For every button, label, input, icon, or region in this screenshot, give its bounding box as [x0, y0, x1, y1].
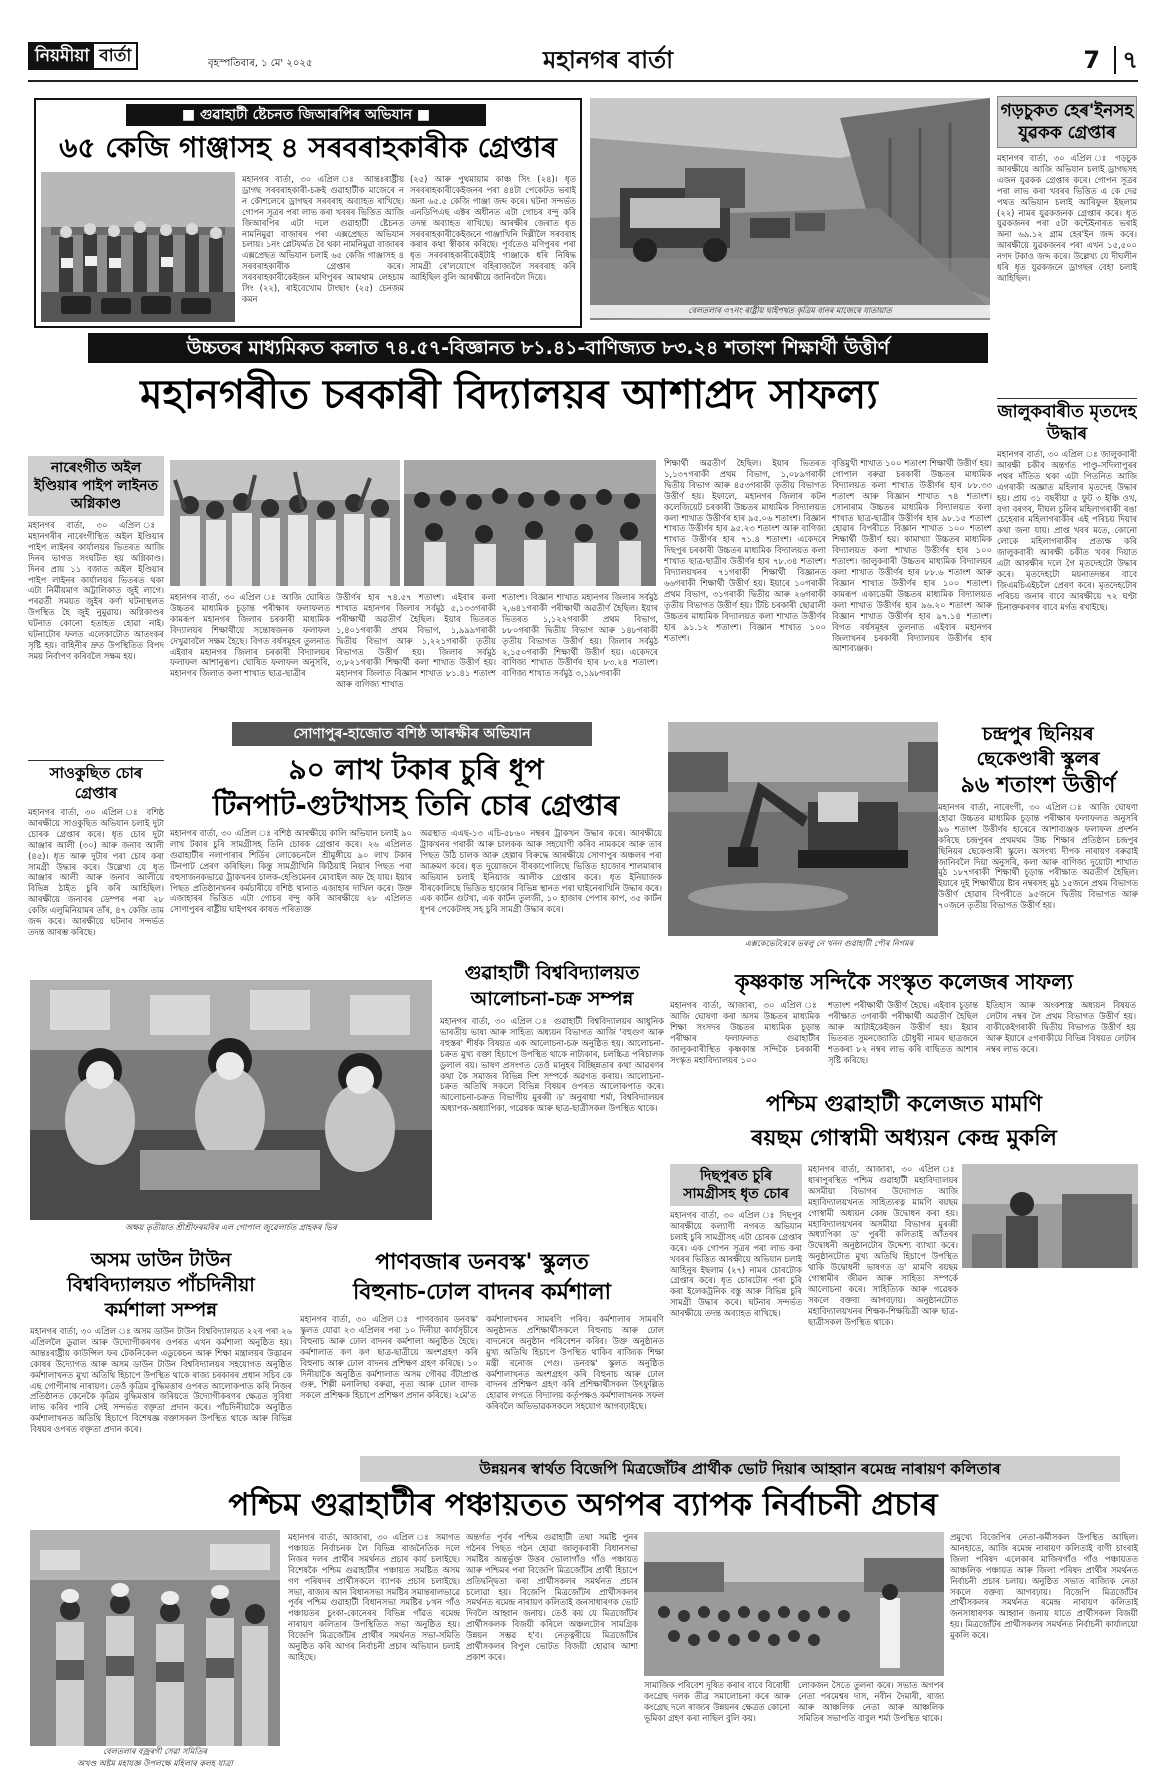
main-story-col4: শিক্ষাৰ্থী অৱতীৰ্ণ হৈছিল। ইয়াৰ ভিতৰত ১,১৩৭গৰাকী প্ৰথম বিভাগ, ১,০৮৯গৰাকী দ্বিতীয় বিভাগ আৰু ৪৫৩গৰাকী তৃতীয় বিভাগত উত্তীৰ্ণ হয়। ইফালে, মহানগৰ জিলাৰ কটন কলেজিয়েট চৰকাৰী উচ্চতৰ মাধ্যমিক বিদ্যালয়ত কলা শাখাত উত্তীৰ্ণৰ হাৰ ৯৫.০৬ শতাংশ। বিজ্ঞান শাখাত উত্তীৰ্ণৰ হাৰ ৯৫.২৩ শতাংশ আৰু বাণিজ্য শাখাত উত্তীৰ্ণৰ হাৰ ৭১.৪ শতাংশ। একেদৰে দিছপুৰ চৰকাৰী উচ্চতৰ মাধ্যমিক বিদ্যালয়ত কলা শাখাত ছাত্ৰ-ছাত্ৰীৰ উত্তীৰ্ণৰ হাৰ ৭৮.৩৪ শতাংশ। বিদ্যালয়খনৰ ৭১গৰাকী শিক্ষাৰ্থী বিজ্ঞানত ৬৬গৰাকী শিক্ষাৰ্থী উত্তীৰ্ণ হয়। ইয়াৰে ১০গৰাকী প্ৰথম বিভাগ, ৩১গৰাকী দ্বিতীয় আৰু ২৬গৰাকী তৃতীয় বিভাগত উত্তীৰ্ণ হয়। টিচি চৰকাৰী ছোৱালী উচ্চতৰ মাধ্যমিক বিদ্যালয়ত কলা শাখাত উত্তীৰ্ণৰ হাৰ ৯১.১২ শতাংশ। বিজ্ঞান শাখাত ১০০ শতাংশ। — [664, 458, 826, 643]
story-panbazar-headline-1: পাণবজাৰ ডনবস্ক' স্কুলত — [375, 1250, 589, 1275]
panchayat-col4: লোকজন সৈতে তুলনা কৰে। সভাত অগপৰ নেতা পৰমেশ্বৰ দাস, নবীন দৈমাৰী, ৰাজ্য আৰু আঞ্চলিক নেতা আৰু আঞ্চলিক সমিতিৰ সভাপতি বাবুল শৰ্মা উপস্থিত থাকে। — [798, 1680, 944, 1723]
issue-date: বৃহস্পতিবাৰ, ১ মে' ২০২৫ — [208, 58, 313, 69]
story-jalukbari — [997, 398, 1137, 716]
story-sonapur-col1: মহানগৰ বাৰ্তা, ৩০ এপ্ৰিল ঃ বশিষ্ঠ আৰক্ষীয়ে কালি অভিযান চলাই ৯০ লাখ টকাৰ চুৰি সামগ্ৰীসহ তিনি চোৰক গ্ৰেপ্তাৰ কৰে। ২৬ এপ্ৰিলত গুৱাহাটীৰ নলাপাৰাৰ শিৰ্ডিৰ লোকেচনলৈ শ্ৰীমুঙ্গীয়ে ৯০ লাখ টকাৰ টিনপাট প্ৰেৰণ কৰিছিল। কিন্তু সামগ্ৰীখিনি কিঠিয়াই নিয়াৰ পিছত পৰা বহুসাজনকভাৱে ট্ৰাকখনৰ চালক-হেণ্ডিমেনৰ মোবাইল অফ হৈ যায়। ইয়াৰ পিছত প্ৰতিষ্ঠানখনৰ কৰ্মচাৰীয়ে বশিষ্ঠ থানাত এজাহাৰ দাখিল কৰে। উক্ত এজাহাৰৰ ভিত্তিত এটা গোচৰ বন্দু কৰি আৰক্ষীয়ে ২৮ এপ্ৰিলত সোণাপুৰৰ ৰাষ্ট্ৰীয় ঘাইপথৰ কাষত পৰিত্যক্ত — [170, 828, 412, 915]
story-kk-col2: শতাংশ পৰীক্ষাৰ্থী উত্তীৰ্ণ হৈছে। এইবাৰ চূড়ান্ত পৰীক্ষাত ৩গৰাকী পৰীক্ষাৰ্থী অৱতীৰ্ণ হৈছিল আৰু আটাইকেইজন উত্তীৰ্ণ হয়। ইয়াৰ ভিতৰত সুমনজ্যোতি চৌধুৰী নামৰ ছাত্ৰজনে শতকৰা ৮২ নম্বৰ লাভ কৰি বাছিতত আশাৰ সৃষ্টি কৰিছে। — [828, 1000, 978, 1065]
story-gu-headline-1: গুৱাহাটী বিশ্ববিদ্যালয়ত — [464, 962, 640, 984]
story-dispur — [670, 1164, 802, 1372]
story-narengi-headline: নাৰেংগীত অইল ইণ্ডিয়াৰ পাইপ লাইনত অগ্নিকাণ্ড — [28, 456, 164, 516]
main-story-col3: শতাংশ। বিজ্ঞান শাখাত মহানগৰ জিলাৰ সৰ্বমুঠ ২,৬৪১গৰাকী পৰীক্ষাৰ্থী অৱতীৰ্ণ হৈছিল। ইয়াৰ ভিতৰত ১,১২২গৰাকী প্ৰথম বিভাগ, ৮৮০গৰাকী দ্বিতীয় বিভাগ আৰু ১৪৮গৰাকী তৃতীয় বিভাগত উত্তীৰ্ণ হয়। জিলাৰ সৰ্বমুঠ ২,১৫০গৰাকী শিক্ষাৰ্থী উত্তীৰ্ণ হয়। একেদৰে বাণিজ্য শাখাত উত্তীৰ্ণৰ হাৰ ৮৩.২৪ শতাংশ। বাণিজ্য শাখাত সৰ্বমুঠ ৩,১৯৮গৰাকী — [502, 592, 658, 679]
story-panbazar — [300, 1248, 664, 1458]
story-kk-col1: মহানগৰ বাৰ্তা, আজাৰা, ৩০ এপ্ৰিল ঃ আজি ঘোষণা কৰা অসম উচ্চতৰ মাধ্যমিক শিক্ষা সংসদৰ উচ্চতৰ মাধ্যমিক চূড়ান্ত পৰীক্ষাৰ ফলাফলত গুৱাহাটীৰ জালুকবাৰীস্থিত কৃষ্ণকান্ত সন্দিকৈ চৰকাৰী সংস্কৃত মহাবিদ্যালয়ৰ ১০০ — [670, 1000, 820, 1065]
story-ganja — [34, 98, 582, 328]
main-headline: মহানগৰীত চৰকাৰী বিদ্যালয়ৰ আশাপ্ৰদ সাফল্য — [140, 372, 878, 418]
story-narengi — [28, 456, 164, 756]
story-adtu-body: মহানগৰ বাৰ্তা, ৩০ এপ্ৰিল ঃ অসম ডাউন টাউন বিশ্ববিদ্যালয়ত ২২ৰ পৰা ২৬ এপ্ৰিললৈ ডুৱাল আৰু উদ্যোগীকৰণৰ ওপৰত এখন কৰ্মশালা অনুষ্ঠিত হয়। আন্তঃৰাষ্ট্ৰীয় কাউন্সিল ফৰ টেকনিকেল এডুকেচন আৰু শিক্ষা মন্ত্ৰালয়ৰ উদ্ভাৱন কোষৰ উদ্যোগত আৰু অসম ডাউন টাউন বিশ্ববিদ্যালয়ৰ সহযোগত অনুষ্ঠিত কৰ্মশালাখনত মুখ্য অতিথি হিচাপে উপস্থিত থাকে ৰাজ্য চৰকাৰৰ প্ৰধান সচিব কে এছ গোপীনাথ নাৰায়ণ। তেওঁ কৃত্ৰিম বুদ্ধিমত্তাৰ ওপৰত আলোকপাত কৰি নিজৰ প্ৰতিষ্ঠানত কেনেকৈ কৃত্ৰিম বুদ্ধিমত্তাৰ জৰিয়তে উদ্যোগীকৰণৰ ক্ষেত্ৰত সুবিধা লাভ কৰিব পাৰি সেই সন্দৰ্ভত বক্তৃতা প্ৰদান কৰে। পাঁচদিনীয়াকৈ অনুষ্ঠিত কৰ্মশালাখনত অতিথি হিচাপে বিশেষজ্ঞ বক্তাসকল উপস্থিত থাকে আৰু বিভিন্ন বিষয়ৰ ওপৰত বক্তৃতা প্ৰদান কৰে। — [30, 1326, 292, 1435]
photo-students-2-graphic — [404, 460, 656, 586]
story-chandrapur-headline-2: ছেকেণ্ডাৰী স্কুলৰ — [976, 748, 1100, 770]
story-sonapur-kicker: সোণাপুৰ-হাজোত বশিষ্ঠ আৰক্ষীৰ অভিযান — [232, 722, 592, 746]
photo-flood-caption: বেলতলাৰ ৩৭নং ৰাষ্ট্ৰীয় ঘাইপথত কৃত্ৰিম বানৰ মাজেৰে যাতায়াত — [590, 305, 990, 318]
story-kk-headline: কৃষ্ণকান্ত সন্দিকৈ সংস্কৃত কলেজৰ সাফল্য — [735, 970, 1073, 994]
story-garchuk-headline: গড়চুকত হেৰ'ইনসহ যুৱকক গ্ৰেপ্তাৰ — [997, 96, 1137, 148]
photo-jewellery-caption: অক্ষয় তৃতীয়াত শ্ৰীশ্ৰীফৰমবিৰ এল গোপাল জুৱেলাৰ্চত গ্ৰাহকৰ ভিৰ — [125, 1223, 337, 1232]
masthead — [28, 40, 1138, 78]
story-panbazar-col2: কৰ্মশালাখনৰ সামৰণি পৰিব। কৰ্মশালাৰ সামৰণি অনুষ্ঠানত প্ৰশিক্ষাৰ্থীসকলে বিহুনাচ আৰু ঢোল বাদনেৰে অনুষ্ঠান পৰিবেশন কৰিব। উক্ত অনুষ্ঠানত মুখ্য অতিথি হিচাপে উপস্থিত থাকিব ৰাজ্যিক শিক্ষা মন্ত্ৰী ৰনোজ পেগু। ডনবস্ক' স্কুলত অনুষ্ঠিত কৰ্মশালাখনত অংশগ্ৰহণ কৰি বিহুনাচ আৰু ঢোল বাদনৰ প্ৰশিক্ষণ গ্ৰহণ কৰি প্ৰশিক্ষাৰ্থীসকল উৎফুল্লিত হোৱাৰ লগতে বিদ্যালয় কৰ্তৃপক্ষও কৰ্মশালাখনক সফল কৰিবলৈ অভিভাৱকসকলে সহযোগ আগবঢ়াইছে। — [486, 1314, 664, 1412]
story-sonapur-col2: অৱস্থাত এএছ-১৩ এচি-৫৮৬০ নম্বৰৰ ট্ৰাকখন উদ্ধাৰ কৰে। আৰক্ষীয়ে ট্ৰাকখনৰ গৰাকী আৰু চালকক আৰু সহযোগী কৰিব নামকৰে আৰু তাৰ পিছত উঠি চালক আৰু হেল্পাৰ বিৰুদ্ধে আৰক্ষীয়ে সোণাপুৰ অঞ্চলৰ পৰা আক্ৰমণ কৰে। ধৃত দুয়োজনে বীৰকাপোলিছে ভিত্তিত হাজোৰ শালমাৰাৰ অভিযান চলাই ইনিয়াজ আলীক গ্ৰেপ্তাৰ কৰে। ধৃত ইনিয়াজক বীৰকোলিছে ভিত্তিত হাজোৰ বিভিন্ন স্থানত পৰা ঘাইনেৰাখিনি উদ্ধাৰ কৰে। এক কাৰ্টন গুটখা, এক কাৰ্টন তুলজী, ১০ হাজাৰ পেপাৰ কাপ, ৩৫ কাৰ্টন ধূপৰ পেকেটসহ সহ চুৰি সামগ্ৰী উদ্ধাৰ কৰে। — [420, 828, 662, 915]
story-goswami-body: মহানগৰ বাৰ্তা, আজাৰা, ৩০ এপ্ৰিল ঃ ধাৰাপুৰস্থিত পশ্চিম গুৱাহাটী মহাবিদ্যালয়ৰ অসমীয়া বিভাগৰ উদ্যোগত আজি মহাবিদ্যালয়খনত সাহিত্যৰত্ন মামণি ৰয়ছম গোস্বামী অধ্যয়ন কেন্দ্ৰ উদ্বোধন কৰা হয়। মহাবিদ্যালয়খনৰ অসমীয়া বিভাগৰ মুৰব্বী অধ্যাপিকা ড' পুৰবী কলিতাই আঁতৰৰ উদ্বোধনী অনুষ্ঠানটোৰ উদ্দেশ্য ব্যাখ্যা কৰে। অনুষ্ঠানটোত মুখ্য অতিথি হিচাপে উপস্থিত থাকি উদ্বোধনী ভাষণত ড' মামণি ৰয়ছম গোস্বামীৰ জীৱন আৰু সাহিত্য সম্পৰ্কে আলোচনা কৰে। সাহিত্যিক আৰু গৱেষক সকলে বক্তব্য আগবঢ়ায়। অনুষ্ঠানটোত মহাবিদ্যালয়খনৰ শিক্ষক-শিক্ষয়িত্ৰী আৰু ছাত্ৰ-ছাত্ৰীসকল উপস্থিত থাকে। — [808, 1164, 958, 1327]
story-saukuchi-body: মহানগৰ বাৰ্তা, ৩০ এপ্ৰিল ঃ বশিষ্ঠ আৰক্ষীয়ে সাওকুছিত অভিযান চলাই দুটা চোৰক গ্ৰেপ্তাৰ কৰে। ধৃত চোৰ দুটা আঞ্জাৰ আলী (৩০) আৰু জনাব আলী (৪৫)। ধৃত আৰু দুটাৰ পৰা চোৰ কৰা সামগ্ৰী উদ্ধাৰ কৰে। উল্লেখ্য যে ধৃত আঞ্জাৰ আলী আৰু জনাব আলীয়ে বিভিন্ন ঠাইত চুৰি কৰি আহিছিল। আৰক্ষীয়ে জনাবৰ ডেম্পৰ পৰা ২৮ কেজি এলুমিনিয়ামৰ তাঁৰ, ৪৭ কেজি তাম জব্দ কৰে। আৰক্ষীয়ে ঘটনাৰ সন্দৰ্ভত তদন্ত আৰম্ভ কৰিছে। — [28, 807, 164, 937]
story-adtu-headline-2: বিশ্ববিদ্যালয়ত পাঁচদিনীয়া — [67, 1274, 255, 1296]
story-jalukbari-body: মহানগৰ বাৰ্তা, ৩০ এপ্ৰিল ঃ জালুকবাৰী আৰক্ষী চকীৰ অন্তৰ্গত পাণ্ডু-সদিলাপুৰৰ পথৰ দাঁতিত থকা এটা পিতনিত আজি এগৰাকী অজ্ঞাত মহিলাৰ মৃতদেহ উদ্ধাৰ হয়। প্ৰায় ৩১ বছৰীয়া ৫ ফুট ৩ ইঞ্চি ওখ, বগা বৰণৰ, দীঘল চুলিৰ মহিলাগৰাকী ৰঙা চেহেৰাৰ মহিলাগৰাকীৰ এই পৰিচয় দিয়াৰ কথা জনা যায়। প্ৰাপ্ত খবৰ মতে, কোনো লোকে মহিলাগৰাকীৰ প্ৰত্যক্ষ কৰি জালুকবাৰী আৰক্ষী চকীত খবৰ দিয়াত এটা আৰক্ষীৰ দলে গৈ মৃতদেহটো উদ্ধাৰ কৰে। মৃতদেহটো ময়নাতদন্তৰ বাবে জিএমচিএইচলৈ প্ৰেৰণ কৰে। মৃতদেহটোৰ পৰিচয় জনাৰ বাবে আৰক্ষীয়ে ৭২ ঘণ্টা চিনাক্তকৰণৰ বাবে মৰ্গত ৰখাইছে। — [997, 449, 1137, 612]
photo-arrested-men — [41, 172, 235, 322]
photo-goswami-graphic — [962, 1164, 1138, 1268]
photo-election-rally — [644, 1532, 944, 1676]
panchayat-col1: মহানগৰ বাৰ্তা, আজাৰা, ৩০ এপ্ৰিল ঃ সমাগত পঞ্চায়ত নিৰ্বাচনক লৈ বিভিন্ন ৰাজনৈতিক দলে নিজৰ দলৰ প্ৰাৰ্থীৰ সমৰ্থনত প্ৰচাৰ কাৰ্য চলাইছে। বিশেষকৈ পশ্চিম গুৱাহাটীৰ পঞ্চায়ত সমষ্টিত অসম গণ পৰিষদৰ প্ৰাৰ্থীসকলে ব্যাপক প্ৰচাৰ চলাইছে। সভা, ৰাজ্যৰ আন বিধানসভা সমষ্টিৰ সমান্তৰালভাৱে পূৰ্বৰ পশ্চিম গুৱাহাটী বিধানসভা সমষ্টিৰ ৮খন গাঁও পঞ্চায়তৰ চুংকা-কোনেৰৰ বিভিন্ন গাঁৱত ৰমেন্দ্ৰ নাৰায়ণ কলিতাৰ উপস্থিতিত সভা অনুষ্ঠিত হয়। বিজেপি মিত্ৰজোঁটৰ প্ৰাৰ্থীৰ সমৰ্থনত সভা-সমিতি অনুষ্ঠিত কৰি আগৰ নিৰ্বাচনী প্ৰচাৰ অভিযান চলাই আহিছে। — [288, 1532, 460, 1662]
story-chandrapur-headline-3: ৯৬ শতাংশ উত্তীৰ্ণ — [960, 773, 1116, 798]
logo-left: নিয়মীয়া — [30, 44, 94, 68]
story-jalukbari-headline: জালুকবাৰীত মৃতদেহ উদ্ধাৰ — [997, 402, 1137, 444]
panchayat-col5: প্ৰমুখ্যে বিজেপিৰ নেতা-কৰ্মীসকল উপস্থিত আছিল। আনহাতে, আজি ৰমেন্দ্ৰ নাৰায়ণ কলিতাই বাণী চাংৰাই জিলা পৰিষদ এলেকাৰ মাজিৰগাঁও গাঁও পঞ্চায়তত আঞ্চলিক পঞ্চায়ত আৰু জিলা পৰিষদ প্ৰাৰ্থীৰ সমৰ্থনত নিৰ্বাচনী প্ৰচাৰ চলায়। অনুষ্ঠিত সভাত ৰাজ্যিক নেতা সকলে বক্তব্য আগবঢ়ায়। বিজেপি মিত্ৰজোঁটৰ প্ৰাৰ্থীসকলৰ সমৰ্থনত ৰমেন্দ্ৰ নাৰায়ণ কলিতাই জনসাধাৰণক আহ্বান জনায় যাতে প্ৰাৰ্থীসকল বিজয়ী হয়। মিত্ৰজোঁটৰ প্ৰাৰ্থীসকলৰ সমৰ্থনত নিৰ্বাচনী কাৰ্যালয়ো মুকলি কৰে। — [950, 1532, 1138, 1641]
main-story-col1: মহানগৰ বাৰ্তা, ৩০ এপ্ৰিল ঃ আজি ঘোষিত উচ্চতৰ মাধ্যমিক চূড়ান্ত পৰীক্ষাৰ ফলাফলত কামৰূপ মহানগৰ জিলাৰ চৰকাৰী মাধ্যমিক বিদ্যালয়ৰ শিক্ষাৰ্থীয়ে সন্তোষজনক ফলাফল দেখুৱাবলৈ সক্ষম হৈছে। বিগত বৰ্ষসমূহৰ তুলনাত এইবাৰ মহানগৰ জিলাৰ চৰকাৰী বিদ্যালয়ৰ ফলাফল আশানুৰূপ। ঘোষিত ফলাফল অনুসৰি, মহানগৰ জিলাত কলা শাখাত ছাত্ৰ-ছাত্ৰীৰ — [170, 592, 330, 679]
photo-students-celebrating-2 — [404, 460, 656, 586]
story-adtu — [30, 1248, 292, 1458]
story-adtu-headline-1: অসম ডাউন টাউন — [90, 1249, 232, 1271]
photo-goswami-event — [962, 1164, 1138, 1268]
section-title: মহানগৰ বাৰ্তা — [542, 46, 674, 74]
story-dispur-body: মহানগৰ বাৰ্তা, ৩০ এপ্ৰিল ঃ দিছপুৰ আৰক্ষীয়ে কল্যাণী নগৰত অভিযান চলাই চুৰি সামগ্ৰীসহ এটা চোৰক গ্ৰেপ্তাৰ কৰে। এক গোপন সূত্ৰৰ পৰা লাভ কৰা খবৰৰ ভিত্তিত আৰক্ষীয়ে অভিযান চলাই আহিনুৰ ইছলাম (২৭) নামৰ চোৰটোক গ্ৰেপ্তাৰ কৰে। ধৃত চোৰটোৰ পৰা চুৰি কৰা ইলেকট্ৰনিক বস্তু আৰু বিভিন্ন চুৰি সামগ্ৰী উদ্ধাৰ কৰে। ঘটনাৰ সন্দৰ্ভত আৰক্ষীয়ে তদন্ত অব্যাহত ৰাখিছে। — [670, 1210, 802, 1319]
story-gu-body: মহানগৰ বাৰ্তা, ৩০ এপ্ৰিল ঃ গুৱাহাটী বিশ্ববিদ্যালয়ৰ আধুনিক ভাৰতীয় ভাষা আৰু সাহিত্য অধ্যয়ন বিভাগত আজি 'বহুগুণ আৰু বহুস্তৰ' শীৰ্ষক বিষয়ত এক আলোচনা-চক্ৰ অনুষ্ঠিত হয়। আলোচনা-চক্ৰত মুখ্য বক্তা হিচাপে উপস্থিত থাকে নাট্যকাৰ, চলচ্চিত্ৰ পৰিচালক ডুলাল ৰয়। ভাষণ প্ৰসংগত তেওঁ মানুহৰ বিচ্ছিন্নতাৰ কথা আৱৰণৰ কথা কৈ সমাজৰ বিভিন্ন দিশ সম্পৰ্কে অৱগত কৰায়। আলোচনা-চক্ৰত অতিথি সকলে বিভিন্ন বিষয়ৰ ওপৰত আলোকপাত কৰে। আলোচনা-চক্ৰত বিভাগীয় মুৰব্বী ড' অনুৰাধা শৰ্মা, বিশ্ববিদ্যালয়ৰ অধ্যাপক-অধ্যাপিকা, গৱেষক আৰু ছাত্ৰ-ছাত্ৰীসকল উপস্থিত থাকে। — [440, 1016, 664, 1114]
story-kk-col3: ইতিহাস আৰু অংকশাস্ত্ৰ অধ্যয়ন বিষয়ত লেটাৰ নম্বৰ লৈ প্ৰথম বিভাগত উত্তীৰ্ণ হয়। বাকীকেইগৰাকী দ্বিতীয় বিভাগত উত্তীৰ্ণ হয় আৰু ইয়াৰে ৫গৰাকীয়ে বিভিন্ন বিষয়ত লেটাৰ নম্বৰ লাভ কৰে। — [986, 1000, 1136, 1054]
story-chandrapur-headline-1: চন্দ্ৰপুৰ ছিনিয়ৰ — [982, 723, 1094, 745]
results-bar: উচ্চতৰ মাধ্যমিকত কলাত ৭৪.৫৭-বিজ্ঞানত ৮১.৪১-বাণিজ্যত ৮৩.২৪ শতাংশ শিক্ষাৰ্থী উত্তীৰ্ণ — [88, 333, 988, 363]
panchayat-headline: পশ্চিম গুৱাহাটীৰ পঞ্চায়তত অগপৰ ব্যাপক নিৰ্বাচনী প্ৰচাৰ — [228, 1487, 938, 1523]
photo-flood-highway — [590, 98, 990, 320]
logo — [28, 42, 138, 70]
story-dispur-headline: দিছপুৰত চুৰি সামগ্ৰীসহ ধৃত চোৰ — [670, 1164, 802, 1206]
story-saukuchi — [28, 760, 164, 978]
story-sonapur-headline-2: টিনপাট-গুটখাসহ তিনি চোৰ গ্ৰেপ্তাৰ — [212, 789, 620, 822]
story-goswami-headline-1: পশ্চিম গুৱাহাটী কলেজত মামণি — [765, 1092, 1043, 1117]
photo-students-1-graphic — [170, 460, 400, 586]
story-ganja-col2: (২৫) আৰু পুথমায়াম কাঞ্চ সিং (২৪)। ধৃত সৰবৰাহকাৰীকেইজনৰ পৰা ৪৪টা পেকেটত ভৰাই অনা ৬৫.৫ কেজি গাঞ্জা জব্দ কৰে। ঘটনা সন্দৰ্ভত এনডিপিএছ এক্টৰ অধীনত এটা গোচৰ বন্দু কৰি তদন্ত অব্যাহত ৰাখিছে। আৰক্ষীৰ জেৰাত ধৃত সৰবৰাহকাৰীকেইজনে গাঞ্জাখিনি দিল্লীলৈ সৰবৰাহ কৰাৰ কথা স্বীকাৰ কৰিছে। পূৰ্বতেও মণিপুৰৰ পৰা ধৃত সৰবৰাহকাৰীকেইটাই গাঞ্জাকে ধৰি নিষিদ্ধ সামগ্ৰী ৰে'লযোগে বহিৰাজ্যলৈ সৰবৰাহ কৰি আহিছিল বুলি আৰক্ষীয়ে জানিবলৈ দিয়ে। — [410, 174, 576, 283]
photo-procession-caption-1: বেলতলাৰ বজ্ৰৰগী সেৱা সমিতিৰ — [103, 1747, 207, 1756]
photo-excavator-caption: এক্সকেভেটৰেৰে ভৰলু নে খনন গুৱাহাটী পৌৰ নিগমৰ — [744, 939, 914, 948]
story-sonapur — [170, 722, 662, 952]
story-ganja-kicker: ■ গুৱাহাটী ষ্টেচনত জিআৰপিৰ অভিযান ■ — [126, 104, 486, 126]
story-chandrapur-block — [938, 722, 1138, 960]
photo-arrested-men-graphic — [41, 172, 235, 322]
story-garchuk-body: মহানগৰ বাৰ্তা, ৩০ এপ্ৰিল ঃ গড়চুক আৰক্ষীয়ে আজি অভিযান চলাই ড্ৰাগছসহ এজন যুৱকক গ্ৰেপ্তাৰ কৰে। গোপন সূত্ৰৰ পৰা লাভ কৰা খবৰৰ ভিত্তিত এ কে দেৱ পথত অভিযান চলাই আৰিফুল ইছলাম (২২) নামৰ যুৱকজনক গ্ৰেপ্তাৰ কৰে। ধৃত যুৱকজনৰ পৰা ৫টা কন্টেইনাৰত ভৰাই অনা ৬৯.১২ গ্ৰাম হেৰ'ইন জব্দ কৰে। আৰক্ষীয়ে যুৱকজনৰ পৰা এখন ১৫,৫০০ নগদ টকাও জব্দ কৰে। উল্লেখ্য যে দীঘলীন ধৰি ধৃত যুৱকজনে ড্ৰাগছৰ বেহা চলাই আহিছিল। — [997, 153, 1137, 283]
story-ganja-col1: মহানগৰ বাৰ্তা, ৩০ এপ্ৰিল ঃ আন্তঃৰাষ্ট্ৰীয় ড্ৰাগছ সৰবৰাহকাৰী-চক্ৰই গুৱাহাটীক মাজেৰে ন ন কৌশলেৰে ড্ৰাগছৰ সৰবৰাহ অব্যাহত ৰাখিছে। গোপন সূত্ৰৰ পৰা লাভ কৰা খবৰৰ ভিত্তিত আজি জিআৰপিৰ এটা দলে গুৱাহাটী ষ্টেচনত নামনিমুৱা বাজাৰৰ পৰা এক্সপ্ৰেছত অভিযান চলায়। ১নং প্লেটফৰ্মত বৈ থকা নামনিমুৱা বাজাৰৰ এক্সপ্ৰেছত অভিযান চলাই ৬৫ কেজি গাঞ্জাসহ ৪ সৰবৰাহকাৰীক গ্ৰেপ্তাৰ কৰে। সৰবৰাহকাৰীকেইজন মণিপুৰৰ আমথাম লেহচাম সিং (২২), ৰাইবেখোম টাংছাং (২৫) চেনজম কমন — [242, 174, 404, 304]
photo-students-celebrating-1 — [170, 460, 400, 586]
page-number — [1083, 42, 1138, 78]
story-chandrapur-body: মহানগৰ বাৰ্তা, নাৰেংগী, ৩০ এপ্ৰিল ঃ আজি ঘোষণা হোৱা উচ্চতৰ মাধ্যমিক চূড়ান্ত পৰীক্ষাৰ ফলাফলত অনুসৰি ৯৬ শতাংশ উত্তীৰ্ণৰ হাৰেৰে আশাব্যঞ্জক ফলাফল প্ৰদৰ্শন কৰিছে চন্দ্ৰপুৰৰ প্ৰথমথম উচ্চ শিক্ষাৰ প্ৰতিষ্ঠান চন্দ্ৰপুৰ ছিনিয়ৰ ছেকেণ্ডাৰী স্কুলে। অসংখ্য দীপক নাৰায়ণ বৰুৱাই জানিবলৈ দিয়া অনুসৰি, কলা আৰু বাণিজ্য দুয়োটা শাখাত মুঠ ১৮৭গৰাকী শিক্ষাৰ্থী চূড়ান্ত পৰীক্ষাত অৱতীৰ্ণ হৈছিল। ইয়াৰে দুই শিক্ষাৰ্থীয়ে ষ্টাৰ নম্বৰসহ মুঠ ১৫জনে প্ৰথম বিভাগত উত্তীৰ্ণ হোৱাৰ বিপৰীতে ৯৫জনে দ্বিতীয় বিভাগত আৰু ৭০জনে তৃতীয় বিভাগত উত্তীৰ্ণ হয়। — [938, 802, 1138, 911]
story-ganja-headline: ৬৫ কেজি গাঞ্জাসহ ৪ সৰবৰাহকাৰীক গ্ৰেপ্তাৰ — [59, 131, 557, 164]
masthead-rule — [28, 80, 1138, 82]
photo-jewellery-graphic — [30, 980, 432, 1220]
main-story-col5: বৃত্তিমুখী শাখাত ১০০ শতাংশ শিক্ষাৰ্থী উত্তীৰ্ণ হয়। গোপাল বৰুৱা চৰকাৰী উচ্চতৰ মাধ্যমিক বিদ্যালয়ত কলা শাখাত উত্তীৰ্ণৰ হাৰ ৮৮.৩৩ শতাংশ আৰু বিজ্ঞান শাখাত ৭৪ শতাংশ। সোনাৰাম উচ্চতৰ মাধ্যমিক বিদ্যালয়ত কলা শাখাত ছাত্ৰ-ছাত্ৰীৰ উত্তীৰ্ণৰ হাৰ ৯৮.১৫ শতাংশ হোৱাৰ বিপৰীতে বিজ্ঞান শাখাত ১০০ শতাংশ শিক্ষাৰ্থী উত্তীৰ্ণ হয়। কামাখ্যা উচ্চতৰ মাধ্যমিক বিদ্যালয়ত কলা শাখাত উত্তীৰ্ণৰ হাৰ ১০০ শতাংশ। জালুকবাৰী উচ্চতৰ মাধ্যমিক বিদ্যালয়ৰ কলা শাখাত উত্তীৰ্ণৰ হাৰ ৮৮.৬ শতাংশ আৰু বিজ্ঞান শাখাত উত্তীৰ্ণৰ হাৰ ১০০ শতাংশ। কামৰূপ একাডেমী উচ্চতৰ মাধ্যমিক বিদ্যালয়ত কলা শাখাত উত্তীৰ্ণৰ হাৰ ৯৬.২০ শতাংশ আৰু বিজ্ঞান শাখাত উত্তীৰ্ণৰ হাৰ ৯৭.১৪ শতাংশ। বিগত বৰ্ষসমূহৰ তুলনাত এইবাৰ মহানগৰ জিলাখনৰ চৰকাৰী বিদ্যালয়ৰ উত্তীৰ্ণৰ হাৰ আশাব্যঞ্জক। — [832, 458, 992, 654]
story-gu-headline-2: আলোচনা-চক্ৰ সম্পন্ন — [470, 988, 634, 1010]
story-sonapur-headline-1: ৯০ লাখ টকাৰ চুৰি ধূপ — [288, 753, 544, 786]
page-divider — [1114, 46, 1116, 74]
main-story-col2: উত্তীৰ্ণৰ হাৰ ৭৪.৫৭ শতাংশ। এইবাৰ কলা শাখাত মহানগৰ জিলাৰ সৰ্বমুঠ ৫,১৩৩গৰাকী পৰীক্ষাৰ্থী অৱতীৰ্ণ হৈছিল। ইয়াৰ ভিতৰত ১,৪০১গৰাকী প্ৰথম বিভাগ, ১,৯৯৯গৰাকী দ্বিতীয় বিভাগ আৰু ১,২২১গৰাকী তৃতীয় বিভাগত উত্তীৰ্ণ হয়। জিলাৰ সৰ্বমুঠ ৩,৮২১গৰাকী শিক্ষাৰ্থী কলা শাখাত উত্তীৰ্ণ হয়। মহানগৰ জিলাত বিজ্ঞান শাখাত ৮১.৪১ শতাংশ আৰু বাণিজ্য শাখাত — [336, 592, 496, 690]
panchayat-col3: সামাজিক পৰিবেশ দূষিত কৰাৰ বাবে বিৰোধী কংগ্ৰেছ দলক তীব্ৰ সমালোচনা কৰে আৰু কংগ্ৰেছ দলে ৰাজ্যৰ উন্নয়নৰ ক্ষেত্ৰত কোনো ভূমিকা গ্ৰহণ কৰা নাছিল বুলি কয়। — [644, 1680, 790, 1723]
bjp-appeal-bar: উন্নয়নৰ স্বাৰ্থত বিজেপি মিত্ৰজোঁটৰ প্ৰাৰ্থীক ভোট দিয়াৰ আহ্বান ৰমেন্দ্ৰ নাৰায়ণ কলিতাৰ — [360, 1456, 1120, 1482]
photo-jewellery-shop — [30, 980, 432, 1236]
story-adtu-headline-3: কৰ্মশালা সম্পন্ন — [104, 1299, 218, 1321]
photo-flood-graphic — [590, 98, 990, 320]
photo-rally-graphic — [644, 1532, 944, 1676]
story-panbazar-col1: মহানগৰ বাৰ্তা, ৩০ এপ্ৰিল ঃ পাণবজাৰ ডনবস্ক' স্কুলত যোৱা ২৩ এপ্ৰিলৰ পৰা ১০ দিনীয়া কাৰ্যসূচীৰে বিহুনাচ আৰু ঢোল বাদনৰ কৰ্মশালা অনুষ্ঠিত হৈছে। কৰ্মশালাত কণ কণ ছাত্ৰ-ছাত্ৰীয়ে অংশগ্ৰহণ কৰি বিহুনাচ আৰু ঢোল বাদনৰ প্ৰশিক্ষণ গ্ৰহণ কৰিছে। ১০ দিনীয়াকৈ অনুষ্ঠিত কৰ্মশালাত অসম গৌৰৱ বঁটাপ্ৰাপ্ত গুৰু, শিল্পী মনালিছা বৰুৱা, নৃত্য আৰু ঢোল বাদক সকলে প্ৰশিক্ষক হিচাপে প্ৰশিক্ষণ প্ৰদান কৰিছে। ২মে'ত — [300, 1314, 478, 1401]
page-number-latin: 7 — [1083, 46, 1101, 74]
logo-right: বাৰ্তা — [94, 44, 136, 68]
photo-procession-caption-2: অখণ্ড অষ্টম মহাযজ্ঞ উপলক্ষে মহিলাৰ কলহ যাত্ৰা — [77, 1759, 233, 1768]
photo-kalash-procession — [30, 1530, 280, 1774]
story-narengi-body: মহানগৰ বাৰ্তা, ৩০ এপ্ৰিল ঃ মহানগৰীৰ নাৰেংগীস্থিত অইল ইণ্ডিয়াৰ পাইপ লাইনৰ কাৰ্যালয়ৰ ভিতৰত আজি দিনৰ ভাগত সংঘটিত হয় অগ্নিকাণ্ড। দিনৰ প্ৰায় ১১ বজাত অইল ইণ্ডিয়াৰ পাইপ লাইনৰ কাৰ্যালয়ৰ ভিতৰত থকা এটা নিৰ্মীয়মাণ অট্টালিকাত জুই লাগে। পৰৱৰ্তী সময়ত জুইৰ কৰ্ণা ঘটনাস্থলত উপস্থিত হৈ জুই নুমুৱায়। অগ্নিকাণ্ডৰ ঘটনাত কোনো হতাহত হোৱা নাই। ঘটনাটোৰ ফলত এলেকাটোত আতংকৰ সৃষ্টি হয়। বাহিনীৰ দ্ৰুত উপস্থিতিত বিপদ সময় নিৰ্বাপণ কৰিবলৈ সক্ষম হয়। — [28, 520, 164, 661]
story-goswami-headline-2: ৰয়ছম গোস্বামী অধ্যয়ন কেন্দ্ৰ মুকলি — [751, 1126, 1057, 1151]
panchayat-col2: অন্তৰ্গত পূৰ্বৰ পশ্চিম গুৱাহাটী তথা সমষ্টি পুনৰ গঠনৰ পিছত গঠন হোৱা জালুকবাৰী বিধানসভা সমষ্টিৰ অন্তৰ্ভুক্ত উত্তৰ ভোলাগাঁও গাঁও পঞ্চায়ত আৰু পশ্চিমৰ পৰা বিজেপি মিত্ৰজোঁটৰ প্ৰাৰ্থী হিচাপে প্ৰতিদ্বন্দ্বিতা কৰা প্ৰাৰ্থীসকলৰ সমৰ্থনত প্ৰচাৰ চলোৱা হয়। বিজেপি মিত্ৰজোঁটৰ প্ৰাৰ্থীসকলৰ সমৰ্থনত ৰমেন্দ্ৰ নাৰায়ণ কলিতাই জনসাধাৰণক ভোট দিবলৈ আহ্বান জনায়। তেওঁ কয় যে মিত্ৰজোঁটৰ প্ৰাৰ্থীসকলক বিজয়ী কৰিলে অঞ্চলটোৰ সামগ্ৰিক উন্নয়ন সম্ভৱ হ'ব। নেতৃত্বৰীয়ে মিত্ৰজোঁটৰ প্ৰাৰ্থীসকলৰ বিপুল ভোটত বিজয়ী হোৱাৰ আশা প্ৰকাশ কৰে। — [466, 1532, 638, 1662]
story-gu-seminar — [440, 960, 664, 1242]
page-number-assamese: ৭ — [1122, 46, 1138, 74]
photo-procession-graphic — [30, 1530, 280, 1746]
story-saukuchi-headline: সাওকুছিত চোৰ গ্ৰেপ্তাৰ — [49, 764, 143, 802]
story-panbazar-headline-2: বিহুনাচ-ঢোল বাদনৰ কৰ্মশালা — [352, 1280, 612, 1305]
story-kk-sanskrit-college — [670, 968, 1138, 1084]
